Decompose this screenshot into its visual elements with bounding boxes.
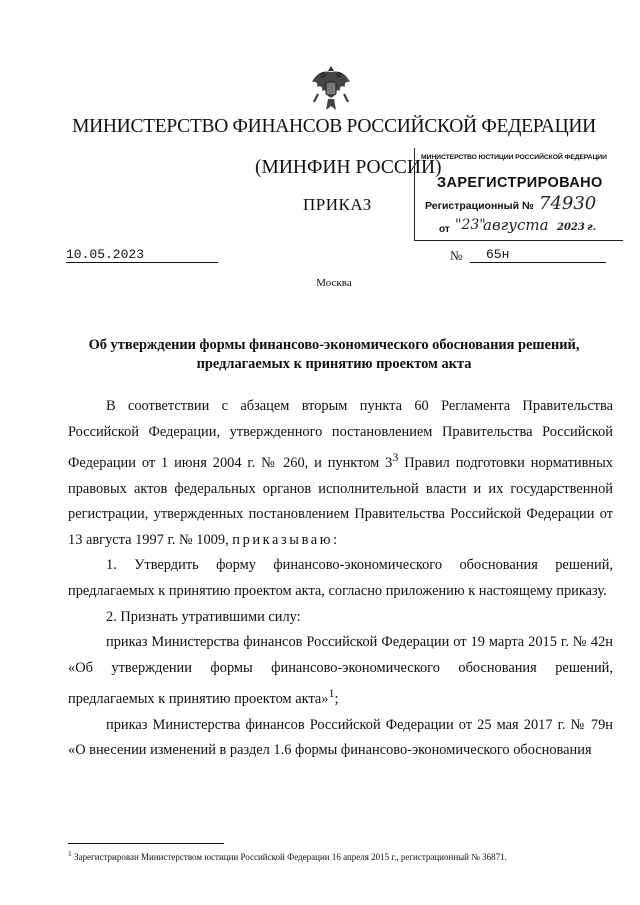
order-number: 65н xyxy=(470,247,606,263)
footnote-ref: 1 xyxy=(328,686,335,701)
stamp-reg-number: 74930 xyxy=(539,193,597,214)
coat-of-arms-icon xyxy=(308,62,354,116)
repealed-1-text: приказ Министерства финансов Российской Федерации от 19 марта 2015 г. № 42н «Об утверждении формы финансово-экономического обоснования решений, предлагаемых к принятию проектом акта» xyxy=(68,634,613,708)
order-title: Об утверждении формы финансово-экономического обоснования решений, предлагаемых к принятию проектом акта xyxy=(88,337,580,372)
footnote-divider xyxy=(68,843,224,844)
paragraph-item-1: 1. Утвердить форму финансово-экономического обоснования решений, предлагаемых к принятию проектом акта, согласно приложению к настоящему приказу. xyxy=(68,557,613,599)
paragraph-item-2: 2. Признать утратившими силу: xyxy=(106,608,301,625)
order-date: 10.05.2023 xyxy=(66,247,218,263)
repealed-1-end: ; xyxy=(334,691,339,708)
ministry-short-name: (МИНФИН РОССИИ) xyxy=(255,157,442,178)
preamble-part-2: Правил подготовки нормативных правовых актов федеральных органов исполнительной власти и их государственной регистрации, утвержденных постановлением Правительства Российской Федерации от 13 августа 1997 г. № 1009, xyxy=(68,454,613,548)
stamp-title: ЗАРЕГИСТРИРОВАНО xyxy=(437,175,603,191)
stamp-date-month: августа xyxy=(483,216,549,234)
document-type: ПРИКАЗ xyxy=(303,195,372,214)
registration-stamp xyxy=(414,148,623,241)
footnote-mark: 1 xyxy=(68,849,72,858)
stamp-reg-label: Регистрационный № xyxy=(425,200,534,212)
footnote-text: Зарегистрирован Министерством юстиции Российской Федерации 16 апреля 2015 г., регистрационный № 36871. xyxy=(71,852,507,862)
stamp-authority: МИНИСТЕРСТВО ЮСТИЦИИ РОССИЙСКОЙ ФЕДЕРАЦИИ xyxy=(421,154,607,161)
paragraph-preamble xyxy=(68,394,613,553)
stamp-date-day: "23" xyxy=(455,217,486,233)
order-number-label: № xyxy=(450,248,463,263)
city: Москва xyxy=(316,277,352,289)
stamp-date-suffix: г. xyxy=(587,222,597,233)
stamp-date-year: 2023 xyxy=(557,222,585,233)
order-word: приказываю xyxy=(232,531,334,548)
preamble-superscript: 3 xyxy=(392,450,399,465)
order-body xyxy=(68,394,613,764)
paragraph-repealed-2: приказ Министерства финансов Российской Федерации от 25 мая 2017 г. № 79н «О внесении изменений в раздел 1.6 формы финансово-экономического обоснования xyxy=(68,716,613,759)
ministry-name: МИНИСТЕРСТВО ФИНАНСОВ РОССИЙСКОЙ ФЕДЕРАЦИИ xyxy=(72,116,596,137)
preamble-part-1: В соответствии с абзацем вторым пункта 60 Регламента Правительства Российской Федерации, утвержденного постановлением Правительства Российской Федерации от 1 июня 2004 г. № 260, и пунктом 3 xyxy=(68,398,613,471)
footnote xyxy=(68,849,628,862)
stamp-date-prefix: от xyxy=(439,224,450,235)
paragraph-repealed-1 xyxy=(68,630,613,713)
preamble-end: : xyxy=(333,531,338,548)
